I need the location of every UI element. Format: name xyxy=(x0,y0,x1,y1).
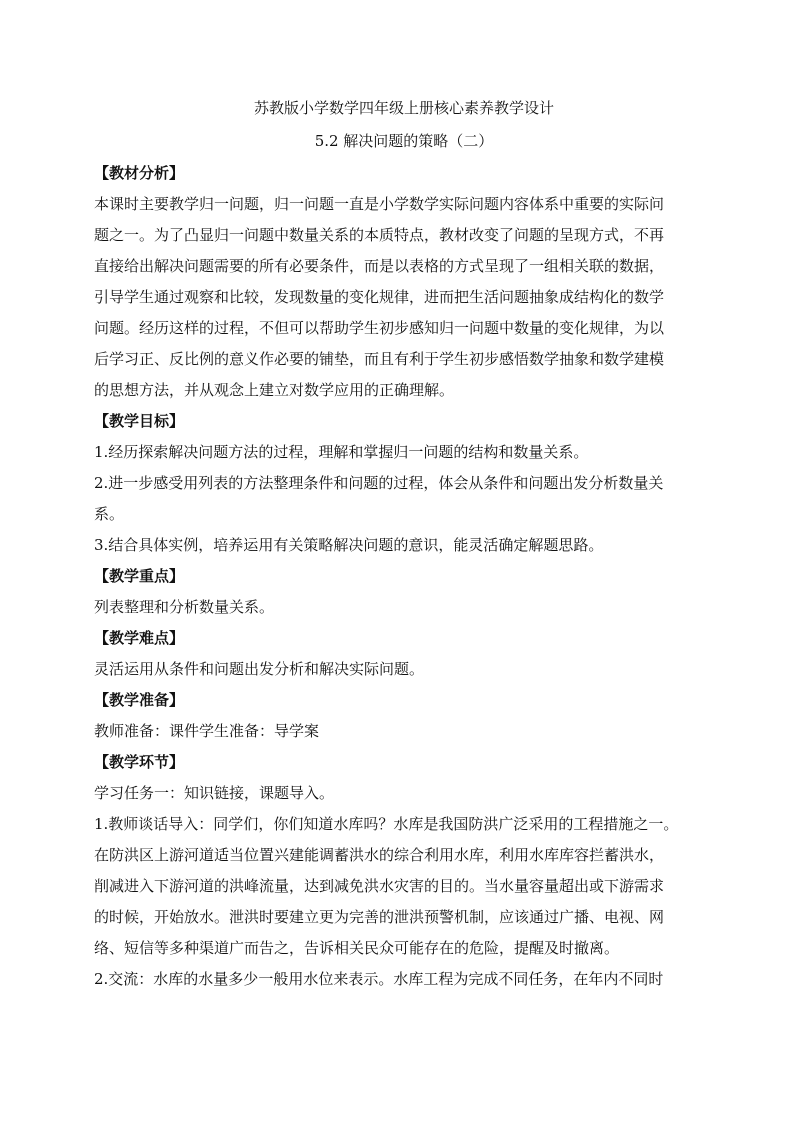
section-teaching-difficulty xyxy=(94,623,714,685)
paragraph-line: 的思想方法，并从观念上建立对数学应用的正确理解。 xyxy=(94,381,455,399)
paragraph-line: 引导学生通过观察和比较，发现数量的变化规律，进而把生活问题抽象成结构化的数学 xyxy=(94,288,665,306)
section-heading: 【教学环节】 xyxy=(94,753,185,771)
document-title: 苏教版小学数学四年级上册核心素养教学设计 xyxy=(253,99,554,117)
paragraph-line: 列表整理和分析数量关系。 xyxy=(94,598,275,616)
paragraph-line: 题之一。为了凸显归一问题中数量关系的本质特点，教材改变了问题的呈现方式，不再 xyxy=(94,226,665,244)
paragraph-line: 2.交流：水库的水量多少一般用水位来表示。水库工程为完成不同任务，在年内不同时 xyxy=(94,970,664,988)
paragraph-line: 削减进入下游河道的洪峰流量，达到减免洪水灾害的目的。当水量容量超出或下游需求 xyxy=(94,877,665,895)
paragraph-line: 后学习正、反比例的意义作必要的铺垫，而且有利于学生初步感悟数学抽象和数学建模 xyxy=(94,350,665,368)
paragraph-line: 的时候，开始放水。泄洪时要建立更为完善的泄洪预警机制，应该通过广播、电视、网 xyxy=(94,908,665,926)
section-teaching-objectives xyxy=(94,406,714,561)
paragraph-line: 2.进一步感受用列表的方法整理条件和问题的过程，体会从条件和问题出发分析数量关 xyxy=(94,474,664,492)
section-textbook-analysis xyxy=(94,158,714,406)
paragraph-line: 在防洪区上游河道适当位置兴建能调蓄洪水的综合利用水库，利用水库库容拦蓄洪水， xyxy=(94,846,665,864)
section-teaching-process xyxy=(94,747,714,995)
document-page xyxy=(94,96,714,995)
paragraph-line: 学习任务一：知识链接，课题导入。 xyxy=(94,784,335,802)
document-subtitle: 5.2 解决问题的策略（二） xyxy=(314,132,494,150)
section-heading: 【教学难点】 xyxy=(94,629,185,647)
paragraph-line: 1.经历探索解决问题方法的过程，理解和掌握归一问题的结构和数量关系。 xyxy=(94,443,589,461)
section-teaching-focus xyxy=(94,561,714,623)
paragraph-line: 灵活运用从条件和问题出发分析和解决实际问题。 xyxy=(94,660,425,678)
paragraph-line: 络、短信等多种渠道广而告之，告诉相关民众可能存在的危险，提醒及时撤离。 xyxy=(94,939,620,957)
section-teaching-preparation xyxy=(94,685,714,747)
paragraph-line: 系。 xyxy=(94,505,125,523)
section-heading: 【教学重点】 xyxy=(94,567,185,585)
paragraph-line: 问题。经历这样的过程，不但可以帮助学生初步感知归一问题中数量的变化规律，为以 xyxy=(94,319,665,337)
paragraph-line: 本课时主要教学归一问题，归一问题一直是小学数学实际问题内容体系中重要的实际问 xyxy=(94,195,665,213)
paragraph-line: 直接给出解决问题需要的所有必要条件，而是以表格的方式呈现了一组相关联的数据， xyxy=(94,257,665,275)
paragraph-line: 1.教师谈话导入：同学们，你们知道水库吗？水库是我国防洪广泛采用的工程措施之一。 xyxy=(94,815,679,833)
section-heading: 【教学准备】 xyxy=(94,691,185,709)
section-heading: 【教材分析】 xyxy=(94,164,185,182)
paragraph-line: 教师准备：课件学生准备：导学案 xyxy=(94,722,320,740)
section-heading: 【教学目标】 xyxy=(94,412,185,430)
paragraph-line: 3.结合具体实例，培养运用有关策略解决问题的意识，能灵活确定解题思路。 xyxy=(94,536,604,554)
